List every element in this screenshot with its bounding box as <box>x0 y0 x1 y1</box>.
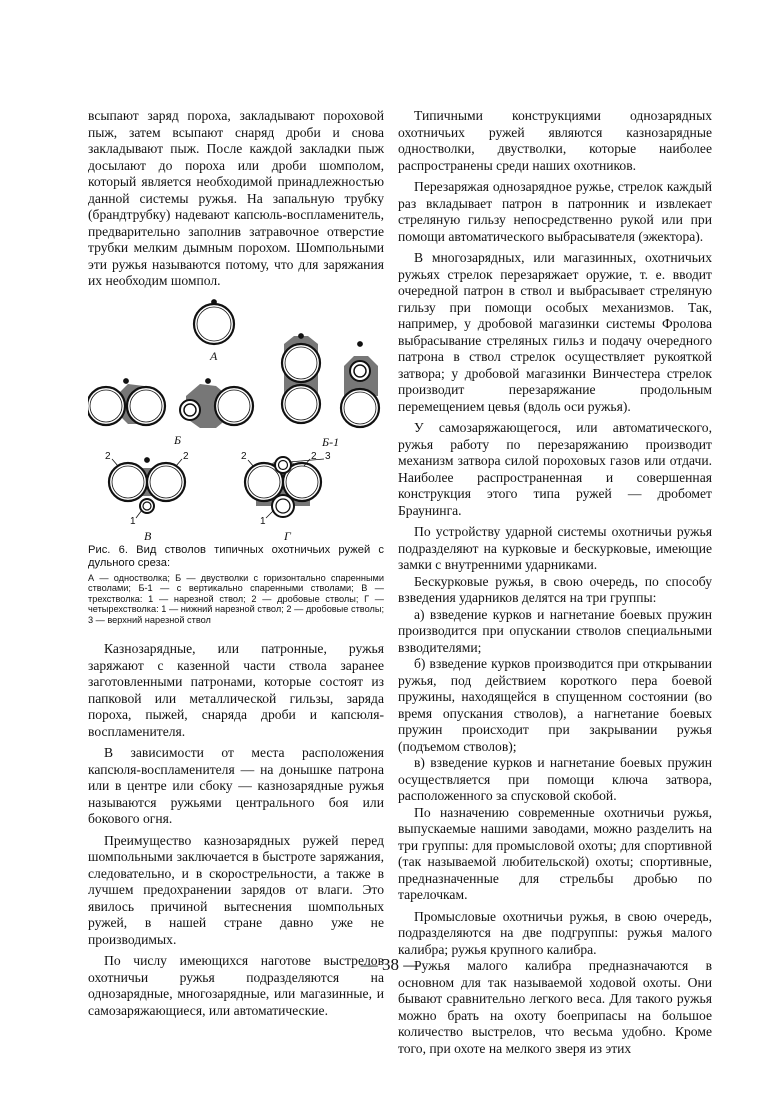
svg-text:2: 2 <box>241 450 247 462</box>
label-b: Б <box>174 432 182 447</box>
list-item-b: б) взведение курков производится при открывании ружья, под действием короткого пера боевой пружины, находящейся в спущенном состоянии (во время опускания стволов), а нагнетание боевых пружин происходит при закрывании ружья (подъемом стволов); <box>398 656 712 754</box>
barrel-double-b-right <box>180 378 253 427</box>
paragraph-commercial: Промысловые охотничьи ружья, в свою очередь, подразделяются на две подгруппы: ружья малого калибра; ружья крупного калибра. <box>398 908 712 957</box>
label-v: В <box>144 528 152 543</box>
label-g: Г <box>284 528 291 543</box>
paragraph-hammerless: Бескурковые ружья, в свою очередь, по способу взведения ударников делятся на три группы: <box>398 573 712 605</box>
svg-text:2: 2 <box>105 450 111 462</box>
barrel-single-a <box>194 299 234 343</box>
paragraph-advantages: Преимущество казнозарядных ружей перед шомпольными заключается в быстроте заряжания, следовательно, и в скорострельности, а также в лучшем предохранении зарядов от влаги. Это явилось причиной вытеснения шомпольных ружей, в нашей стране давно уже не производимых. <box>88 832 384 947</box>
paragraph-magazine: В многозарядных, или магазинных, охотничьих ружьях стрелок перезаряжает оружие, т. е. вводит очередной патрон в ствол и выбрасывает стреляную гильзу при помощи особых механизмов. Так, например, у дробовой магазинки системы Фролова выбрасывание стреляных гильз и подачу очередного патрона в ствол стрелок осуществляет рукояткой затвора; у дробовой магазинки Винчестера стрелок производит перезаряжание продольным перемещением цевья (вдоль оси ружья). <box>398 250 712 414</box>
right-column <box>398 108 712 1057</box>
svg-text:2: 2 <box>311 450 317 462</box>
paragraph-purpose: По назначению современные охотничьи ружья, выпускаемые нашими заводами, можно разделить на три группы: для промысловой охоты; для спортивной (так называемой любительской) охоты; спортивные, предназначенные для стрельбы дробью по тарелочкам. <box>398 804 712 902</box>
svg-text:1: 1 <box>260 515 266 527</box>
paragraph-shot-count: По числу имеющихся наготове выстрелов охотничьи ружья подразделяются на однозарядные, многозарядные, или магазинные, и самозаряжающиеся, или автоматические. <box>88 953 384 1018</box>
svg-text:1: 1 <box>130 515 136 527</box>
list-item-v: в) взведение курков и нагнетание боевых пружин осуществляется при помощи ключа затвора, расположенного за спусковой скобой. <box>398 755 712 803</box>
figure-legend: А — одностволка; Б — двустволки с горизонтально спаренными стволами; Б-1 — с вертикально спаренными стволами; В — трехстволка: 1 — нарезной ствол; 2 — дробовые стволы; Г — четырехстволка: 1 — нижний нарезной ствол; 2 — дробовые стволы; 3 — верхний нарезной ствол <box>88 572 384 625</box>
svg-text:3: 3 <box>325 450 331 462</box>
svg-text:2: 2 <box>183 450 189 462</box>
paragraph-small-caliber: Ружья малого калибра предназначаются в основном для так называемой ходовой охоты. Они бывают сравнительно легкого веса. Для такого ружья можно брать на охоту боеприпасы на большое количество выстрелов, что весьма удобно. Кроме того, при охоте на мелкого зверя из этих <box>398 958 712 1056</box>
paragraph-single-shot: Типичными конструкциями однозарядных охотничьих ружей являются казнозарядные одностволки, двустволки, которые наиболее распространены среди наших охотников. <box>398 108 712 173</box>
paragraph-reloading: Перезаряжая однозарядное ружье, стрелок каждый раз вкладывает патрон в патронник и извлекает стреляную гильзу непосредственно рукой или при помощи автоматического выбрасывателя (эжектора). <box>398 179 712 244</box>
barrel-diagram <box>88 296 384 544</box>
barrel-vertical-b1-right <box>341 341 379 426</box>
paragraph-breechloaders: Казнозарядные, или патронные, ружья заряжают с казенной части ствола заранее заготовленными патронами, которые состоят из папковой или металлической гильзы, заряда пороха, пыжей, снаряда дроби и капсюля-воспламенителя. <box>88 641 384 739</box>
barrel-triple-v <box>109 457 185 512</box>
barrel-vertical-b1-left <box>282 333 320 422</box>
label-b1: Б-1 <box>322 434 340 449</box>
paragraph-primer-position: В зависимости от места расположения капсюля-воспламенителя — на донышке патрона или в центре или сбоку — казнозарядные ружья называются ружьями центрального боя или бокового огня. <box>88 745 384 826</box>
figure-caption: Рис. 6. Вид стволов типичных охотничьих ружей с дульного среза: <box>88 543 384 569</box>
barrel-double-b-left <box>88 378 165 424</box>
figure-barrels <box>88 296 384 544</box>
paragraph-muzzleloader: всыпают заряд пороха, закладывают пороховой пыж, затем всыпают снаряд дроби и снова закладывают пыж. После каждой закладки пыж досылают до пороха или дроби шомполом, который является необходимой принадлежностью данной системы ружья. На запальную трубку (брандтрубку) надевают капсюль-воспламенитель, предварительно заполнив затравочное отверстие трубки мелким дымным порохом. Шомпольными эти ружья называются потому, что для заряжания их необходим шомпол. <box>88 108 384 288</box>
label-a: А <box>210 348 218 363</box>
list-item-a: а) взведение курков и нагнетание боевых пружин производится при опускании стволов специальными взводителями; <box>398 606 712 655</box>
page-number: — 38 — <box>360 955 421 974</box>
paragraph-automatic: У самозаряжающегося, или автоматического, ружья работу по перезаряжанию производит механизм затвора силой пороховых газов или отдачи. Наиболее распространенная и совершенная конструкция этого типа ружей — дробомет Браунинга. <box>398 420 712 518</box>
paragraph-firing-system: По устройству ударной системы охотничьи ружья подразделяют на курковые и бескурковые, имеющие замки с внутренними ударниками. <box>398 524 712 572</box>
left-column <box>88 108 384 1019</box>
barrel-quad-g <box>245 457 321 517</box>
